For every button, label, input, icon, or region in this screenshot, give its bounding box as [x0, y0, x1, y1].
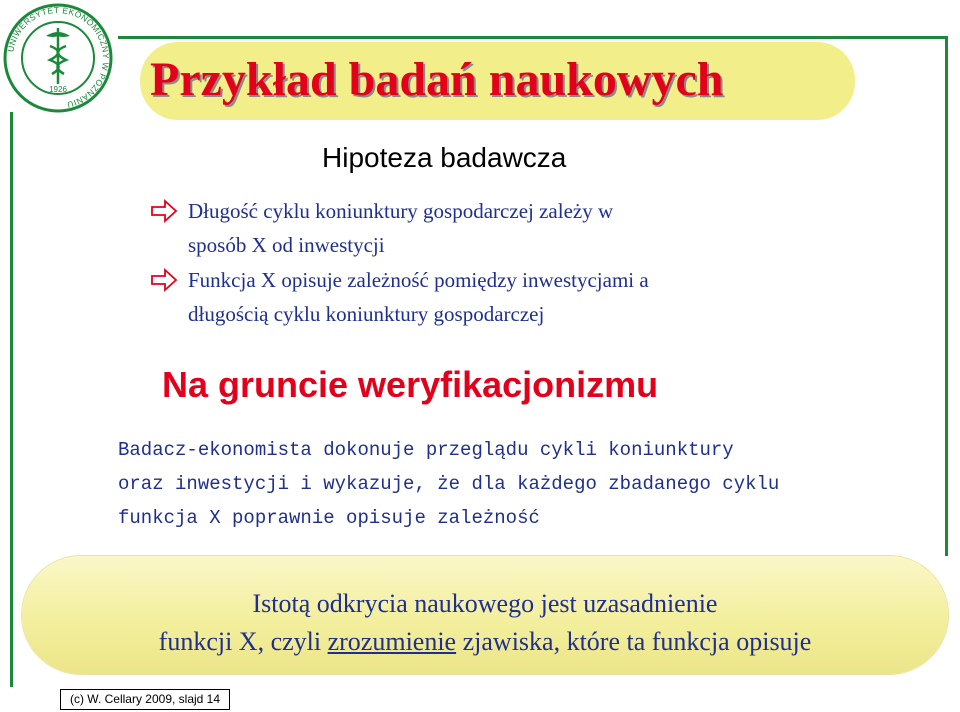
- paragraph-line: funkcja X poprawnie opisuje zależność: [118, 507, 540, 529]
- frame-top-line: [118, 36, 948, 39]
- arrow-right-icon: [150, 263, 178, 297]
- bullet-text: Funkcja X opisuje zależność pomiędzy inwestycjami a długością cyklu koniunktury gospodarczej: [188, 268, 649, 326]
- frame-left-line: [10, 112, 13, 687]
- section-heading: Na gruncie weryfikacjonizmu: [162, 364, 659, 405]
- bullet-text: Długość cyklu koniunktury gospodarczej zależy w sposób X od inwestycji: [188, 199, 614, 257]
- arrow-right-icon: [150, 194, 178, 228]
- paragraph-line: oraz inwestycji i wykazuje, że dla każdego zbadanego cyklu: [118, 473, 780, 495]
- university-logo: [2, 2, 114, 114]
- slide-footer: (c) W. Cellary 2009, slajd 14: [60, 689, 230, 710]
- slide-subtitle: Hipoteza badawcza: [322, 142, 567, 173]
- verification-paragraph: [118, 433, 878, 535]
- logo-year: 1926: [49, 85, 67, 94]
- logo-ring-text: UNIWERSYTET EKONOMICZNY W POZNANIU: [5, 4, 112, 111]
- frame-right-line: [945, 36, 948, 556]
- paragraph-line: Badacz-ekonomista dokonuje przeglądu cykli koniunktury: [118, 439, 734, 461]
- underlined-word: zrozumienie: [327, 627, 457, 656]
- conclusion-line-1: Istotą odkrycia naukowego jest uzasadnienie: [252, 589, 718, 618]
- slide-title: Przykład badań naukowych: [150, 53, 724, 106]
- conclusion-line-2: funkcji X, czyli zrozumienie zjawiska, które ta funkcja opisuje: [158, 627, 812, 656]
